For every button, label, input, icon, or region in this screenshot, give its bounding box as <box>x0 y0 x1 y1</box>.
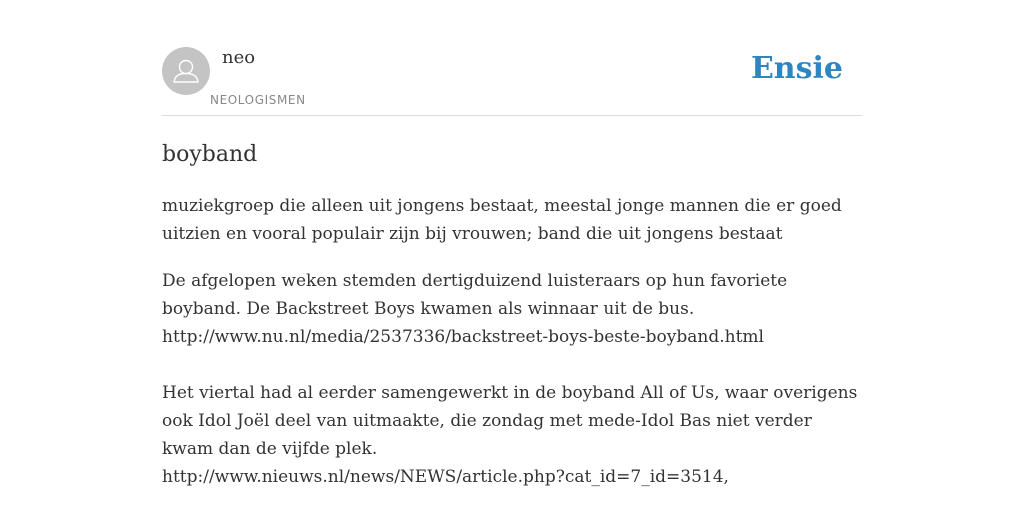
example-source-url: http://www.nieuws.nl/news/NEWS/article.php?cat_id=7_id=3514, <box>162 467 729 487</box>
author-avatar[interactable] <box>162 47 210 95</box>
category-label[interactable]: NEOLOGISMEN <box>210 93 306 107</box>
example-line: kwam dan de vijfde plek. <box>162 439 378 459</box>
example-source-url: http://www.nu.nl/media/2537336/backstreet-boys-beste-boyband.html <box>162 327 764 347</box>
example-spacer <box>162 351 862 379</box>
entry-definition: muziekgroep die alleen uit jongens bestaat, meestal jonge mannen die er goed uitzien en vooral populair zijn bij vrouwen; band die uit jongens bestaat <box>162 196 842 244</box>
author-name-link[interactable]: neo <box>222 47 256 68</box>
example-line: boyband. De Backstreet Boys kwamen als winnaar uit de bus. <box>162 299 695 319</box>
ensie-logo[interactable]: Ensie <box>750 51 843 86</box>
entry-header <box>162 0 862 116</box>
entry-card <box>162 0 862 487</box>
entry-example <box>162 267 862 491</box>
example-line: De afgelopen weken stemden dertigduizend luisteraars op hun favoriete <box>162 271 788 291</box>
user-icon <box>162 47 210 95</box>
entry-title: boyband <box>162 142 258 167</box>
example-line: Het viertal had al eerder samengewerkt in de boyband All of Us, waar overigens <box>162 383 858 403</box>
example-line: ook Idol Joël deel van uitmaakte, die zondag met mede-Idol Bas niet verder <box>162 411 812 431</box>
